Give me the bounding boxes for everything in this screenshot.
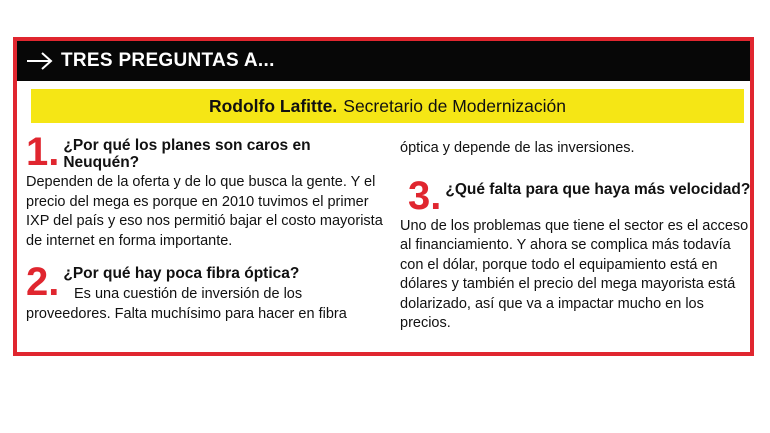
answer-continued-text: óptica y depende de las inversiones.	[400, 140, 635, 156]
question-3	[408, 173, 752, 218]
question-number: 3.	[408, 173, 442, 218]
question-number: 2.	[26, 260, 60, 304]
right-column	[400, 135, 752, 334]
question-text: ¿Qué falta para que haya más velocidad?	[445, 180, 751, 198]
question-text: ¿Por qué hay poca fibra óptica?	[63, 265, 300, 282]
subject-role: Secretario de Modernización	[343, 95, 567, 116]
subject-name: Rodolfo Lafitte.	[208, 95, 338, 116]
question-1	[26, 130, 386, 174]
left-column	[26, 130, 386, 324]
interview-box	[13, 37, 754, 356]
header-bar	[17, 41, 750, 81]
question-number: 1.	[26, 130, 60, 174]
question-text: ¿Por qué los planes son caros en Neuquén?	[63, 137, 311, 171]
arrow-right-icon	[25, 50, 55, 72]
answer-text: Dependen de la oferta y de lo que busca la gente. Y el precio del mega es porque en 2010 tuvimos el primer IXP del país y eso nos permitió bajar el costo mayorista de internet en forma importante.	[26, 174, 383, 249]
answer-text: Uno de los problemas que tiene el sector es el acceso al financiamiento. Y ahora se complica más todavía con el dólar, porque todo el equipamiento está en dólares y también el precio del mega mayorista está dolarizado, así que va a impactar mucho en los precios.	[400, 217, 749, 331]
header-title: TRES PREGUNTAS A...	[61, 50, 275, 71]
subject-bar	[31, 89, 744, 123]
answer-text: Es una cuestión de inversión de los proveedores. Falta muchísimo para hacer en fibra	[26, 286, 347, 322]
